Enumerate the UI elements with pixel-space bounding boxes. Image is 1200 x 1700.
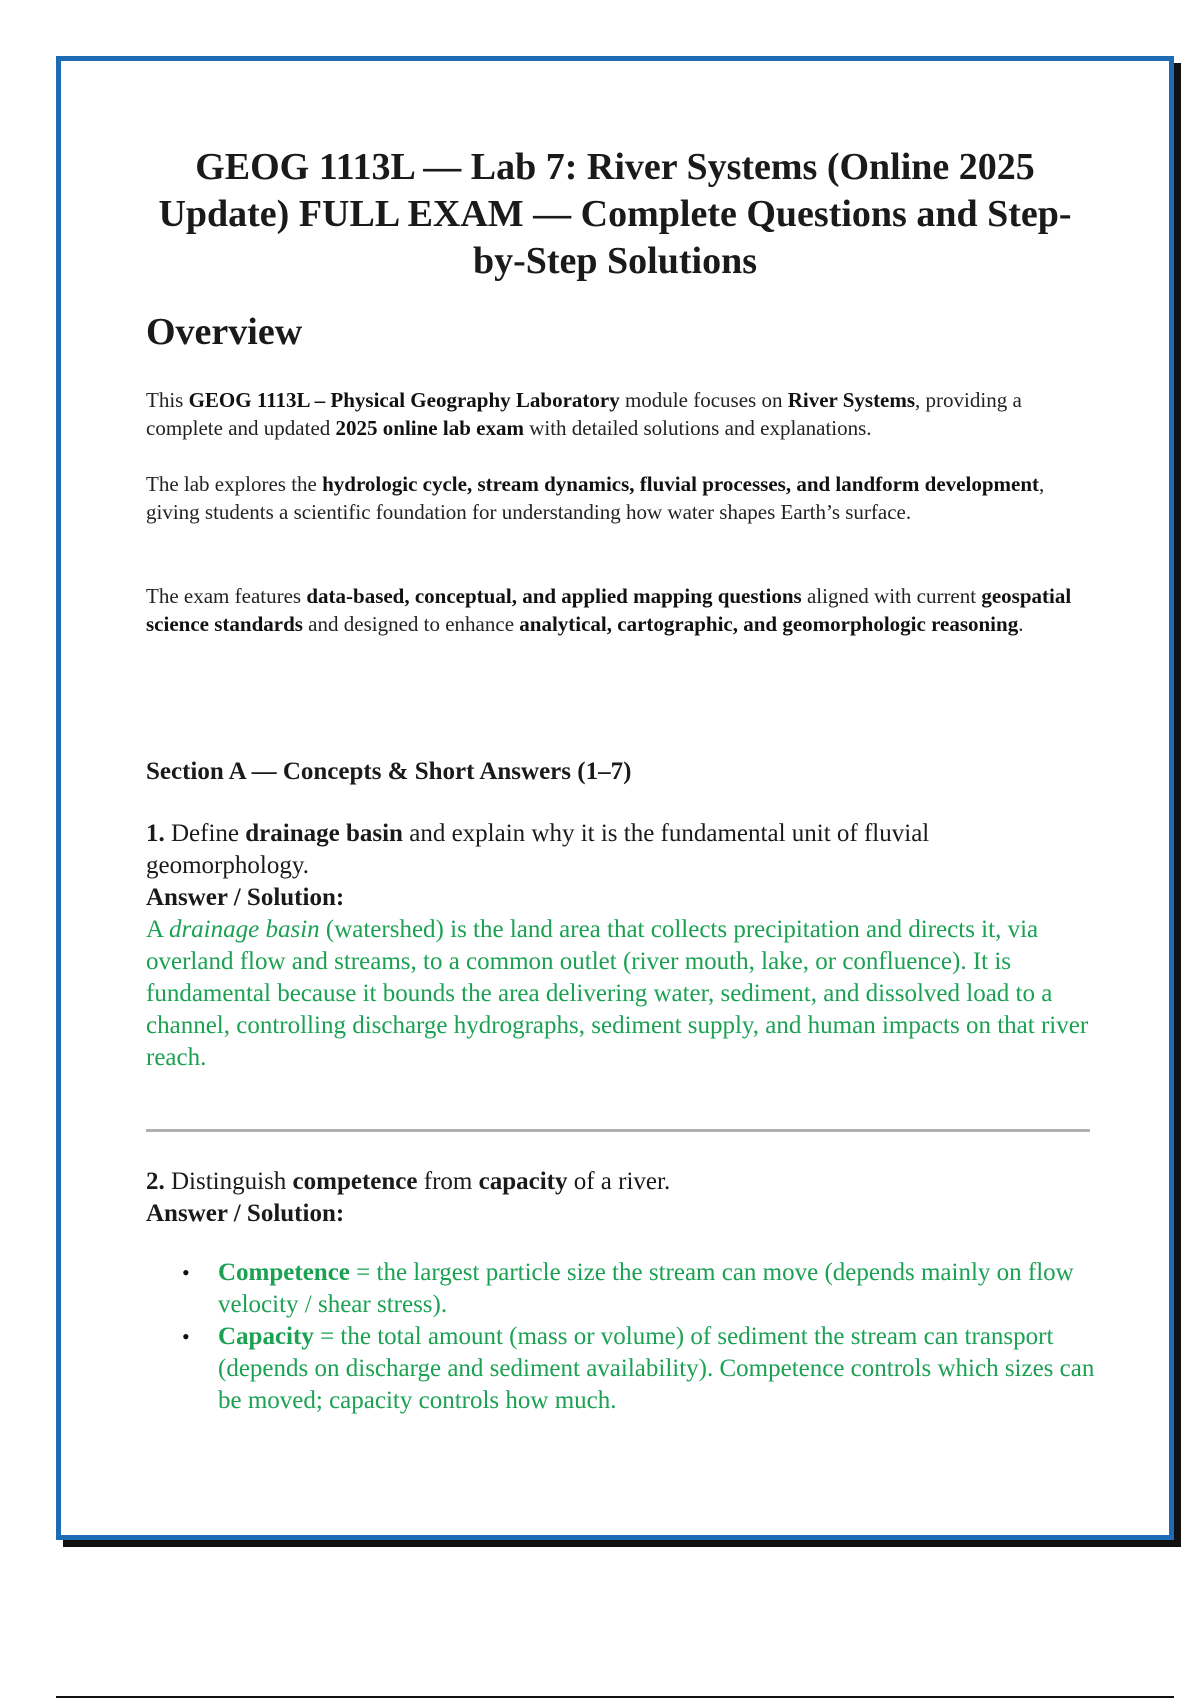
question-1-answer: A drainage basin (watershed) is the land area that collects precipitation and directs it, via overland flow and streams, to a common outlet (river mouth, lake, or confluence). It is fundamental because it bounds the area delivering water, sediment, and dissolved load to a channel, controlling discharge hydrographs, sediment supply, and human impacts on that river reach.	[146, 916, 1089, 1071]
page-bottom-rule	[56, 1696, 1174, 1698]
question-2-answer-label: Answer / Solution:	[146, 1200, 345, 1227]
question-2: 2. Distinguish competence from capacity of a river.	[146, 1168, 671, 1195]
bullet-dot: •	[182, 1260, 190, 1285]
overview-paragraph-3: The exam features data-based, conceptual, and applied mapping questions aligned with current geospatial science standards and designed to enhance analytical, cartographic, and geomorphologic reasoning.	[146, 584, 1072, 636]
overview-paragraph-1: This GEOG 1113L – Physical Geography Laboratory module focuses on River Systems, providing a complete and updated 2025 online lab exam with detailed solutions and explanations.	[146, 388, 1022, 440]
document-title: GEOG 1113L — Lab 7: River Systems (Online 2025 Update) FULL EXAM — Complete Questions and Step-by-Step Solutions	[158, 146, 1072, 282]
bullet-dot: •	[182, 1324, 190, 1349]
overview-heading: Overview	[146, 311, 303, 353]
answer-bullet-competence: • Competence = the largest particle size the stream can move (depends mainly on flow velocity / shear stress).	[182, 1259, 1074, 1318]
section-a-heading: Section A — Concepts & Short Answers (1–7)	[146, 758, 632, 785]
question-1-answer-label: Answer / Solution:	[146, 884, 345, 911]
overview-paragraph-2: The lab explores the hydrologic cycle, stream dynamics, fluvial processes, and landform development, giving students a scientific foundation for understanding how water shapes Earth’s surface.	[146, 472, 1045, 524]
question-1: 1. Define drainage basin and explain why it is the fundamental unit of fluvial geomorphology.	[146, 820, 930, 879]
divider	[146, 1129, 1090, 1132]
question-2-answer-list	[146, 1257, 1096, 1417]
answer-bullet-capacity: • Capacity = the total amount (mass or volume) of sediment the stream can transport (depends on discharge and sediment availability). Competence controls which sizes can be moved; capacity controls how much.	[182, 1323, 1095, 1414]
